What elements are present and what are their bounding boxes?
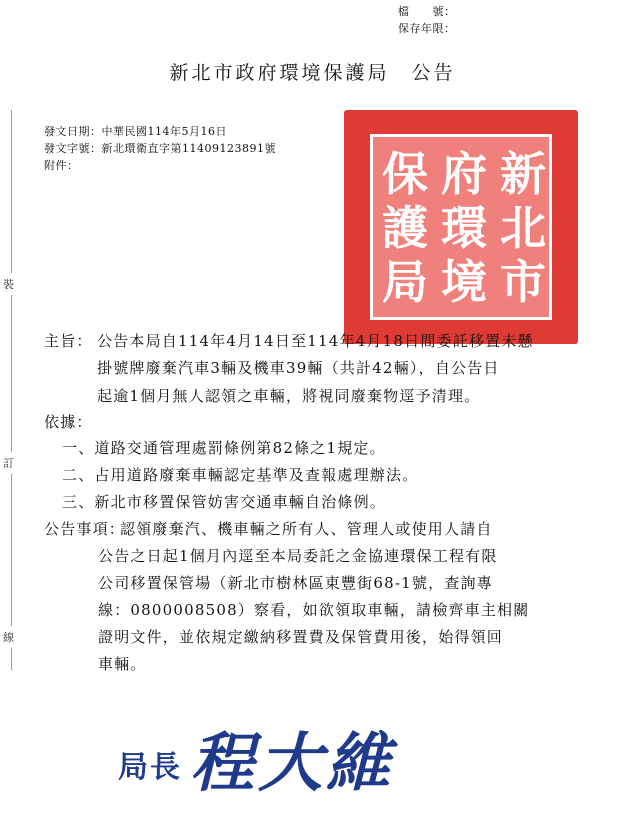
- seal-inner-frame: [370, 134, 552, 320]
- notice-label: 公告事項：: [44, 520, 126, 538]
- notice-line: 公司移置保管場（新北市樹林區東豐街68-1號，查詢專: [98, 574, 493, 592]
- basis-label: 依據：: [44, 413, 93, 431]
- issue-date-row: [44, 123, 276, 140]
- notice-line: 車輛。: [98, 655, 147, 673]
- director-signature: [118, 712, 394, 804]
- doc-type: 公告: [411, 62, 456, 84]
- purpose-line: 公告本局自114年4月14日至114年4月18日間委託移置未懸: [97, 332, 534, 350]
- seal-glyphs-right: 新 北 市: [500, 147, 546, 309]
- notice-line: 公告之日起1個月內逕至本局委託之金協連環保工程有限: [98, 547, 498, 565]
- basis-item: 三、新北市移置保管妨害交通車輛自治條例。: [62, 493, 387, 511]
- issue-date-label: 發文日期：: [44, 125, 102, 138]
- binding-mark-bottom: 線: [3, 626, 14, 648]
- reference-number-value: 新北環衛直字第11409123891號: [101, 142, 276, 155]
- seal-glyphs-middle: 府 環 境: [441, 147, 487, 309]
- document-meta: [44, 123, 276, 174]
- archive-number-label: 檔 號：: [398, 5, 456, 18]
- notice-line: 證明文件，並依規定繳納移置費及保管費用後，始得領回: [98, 628, 504, 646]
- reference-number-row: [44, 140, 276, 157]
- attachment-row: [44, 157, 276, 174]
- reference-number-label: 發文字號：: [44, 142, 102, 155]
- archive-info: [398, 3, 456, 37]
- signature-name: 程大維: [190, 726, 394, 801]
- seal-glyphs-left: 保 護 局: [382, 147, 428, 309]
- basis-item: 一、道路交通管理處罰條例第82條之1規定。: [62, 439, 386, 457]
- document-title: [0, 58, 625, 85]
- attachment-label: 附件：: [44, 159, 79, 172]
- binding-mark-top: 裝: [3, 273, 14, 295]
- purpose-line: 起逾1個月無人認領之車輛，將視同廢棄物逕予清理。: [97, 387, 481, 405]
- purpose-line: 掛號牌廢棄汽車3輛及機車39輛（共計42輛），自公告日: [97, 359, 500, 377]
- retention-period-label: 保存年限：: [398, 22, 456, 35]
- binding-margin-line: [11, 110, 12, 670]
- official-seal: [344, 110, 578, 344]
- signature-title: 局長: [118, 750, 182, 785]
- basis-item: 二、占用道路廢棄車輛認定基準及查報處理辦法。: [62, 466, 419, 484]
- notice-line: 認領廢棄汽、機車輛之所有人、管理人或使用人請自: [120, 520, 493, 538]
- purpose-label: 主旨：: [44, 332, 93, 350]
- binding-mark-middle: 訂: [3, 452, 14, 474]
- issue-date-value: 中華民國114年5月16日: [101, 125, 227, 138]
- notice-line: 線：0800008508）察看，如欲領取車輛，請檢齊車主相關: [98, 601, 530, 619]
- agency-name: 新北市政府環境保護局: [169, 62, 390, 84]
